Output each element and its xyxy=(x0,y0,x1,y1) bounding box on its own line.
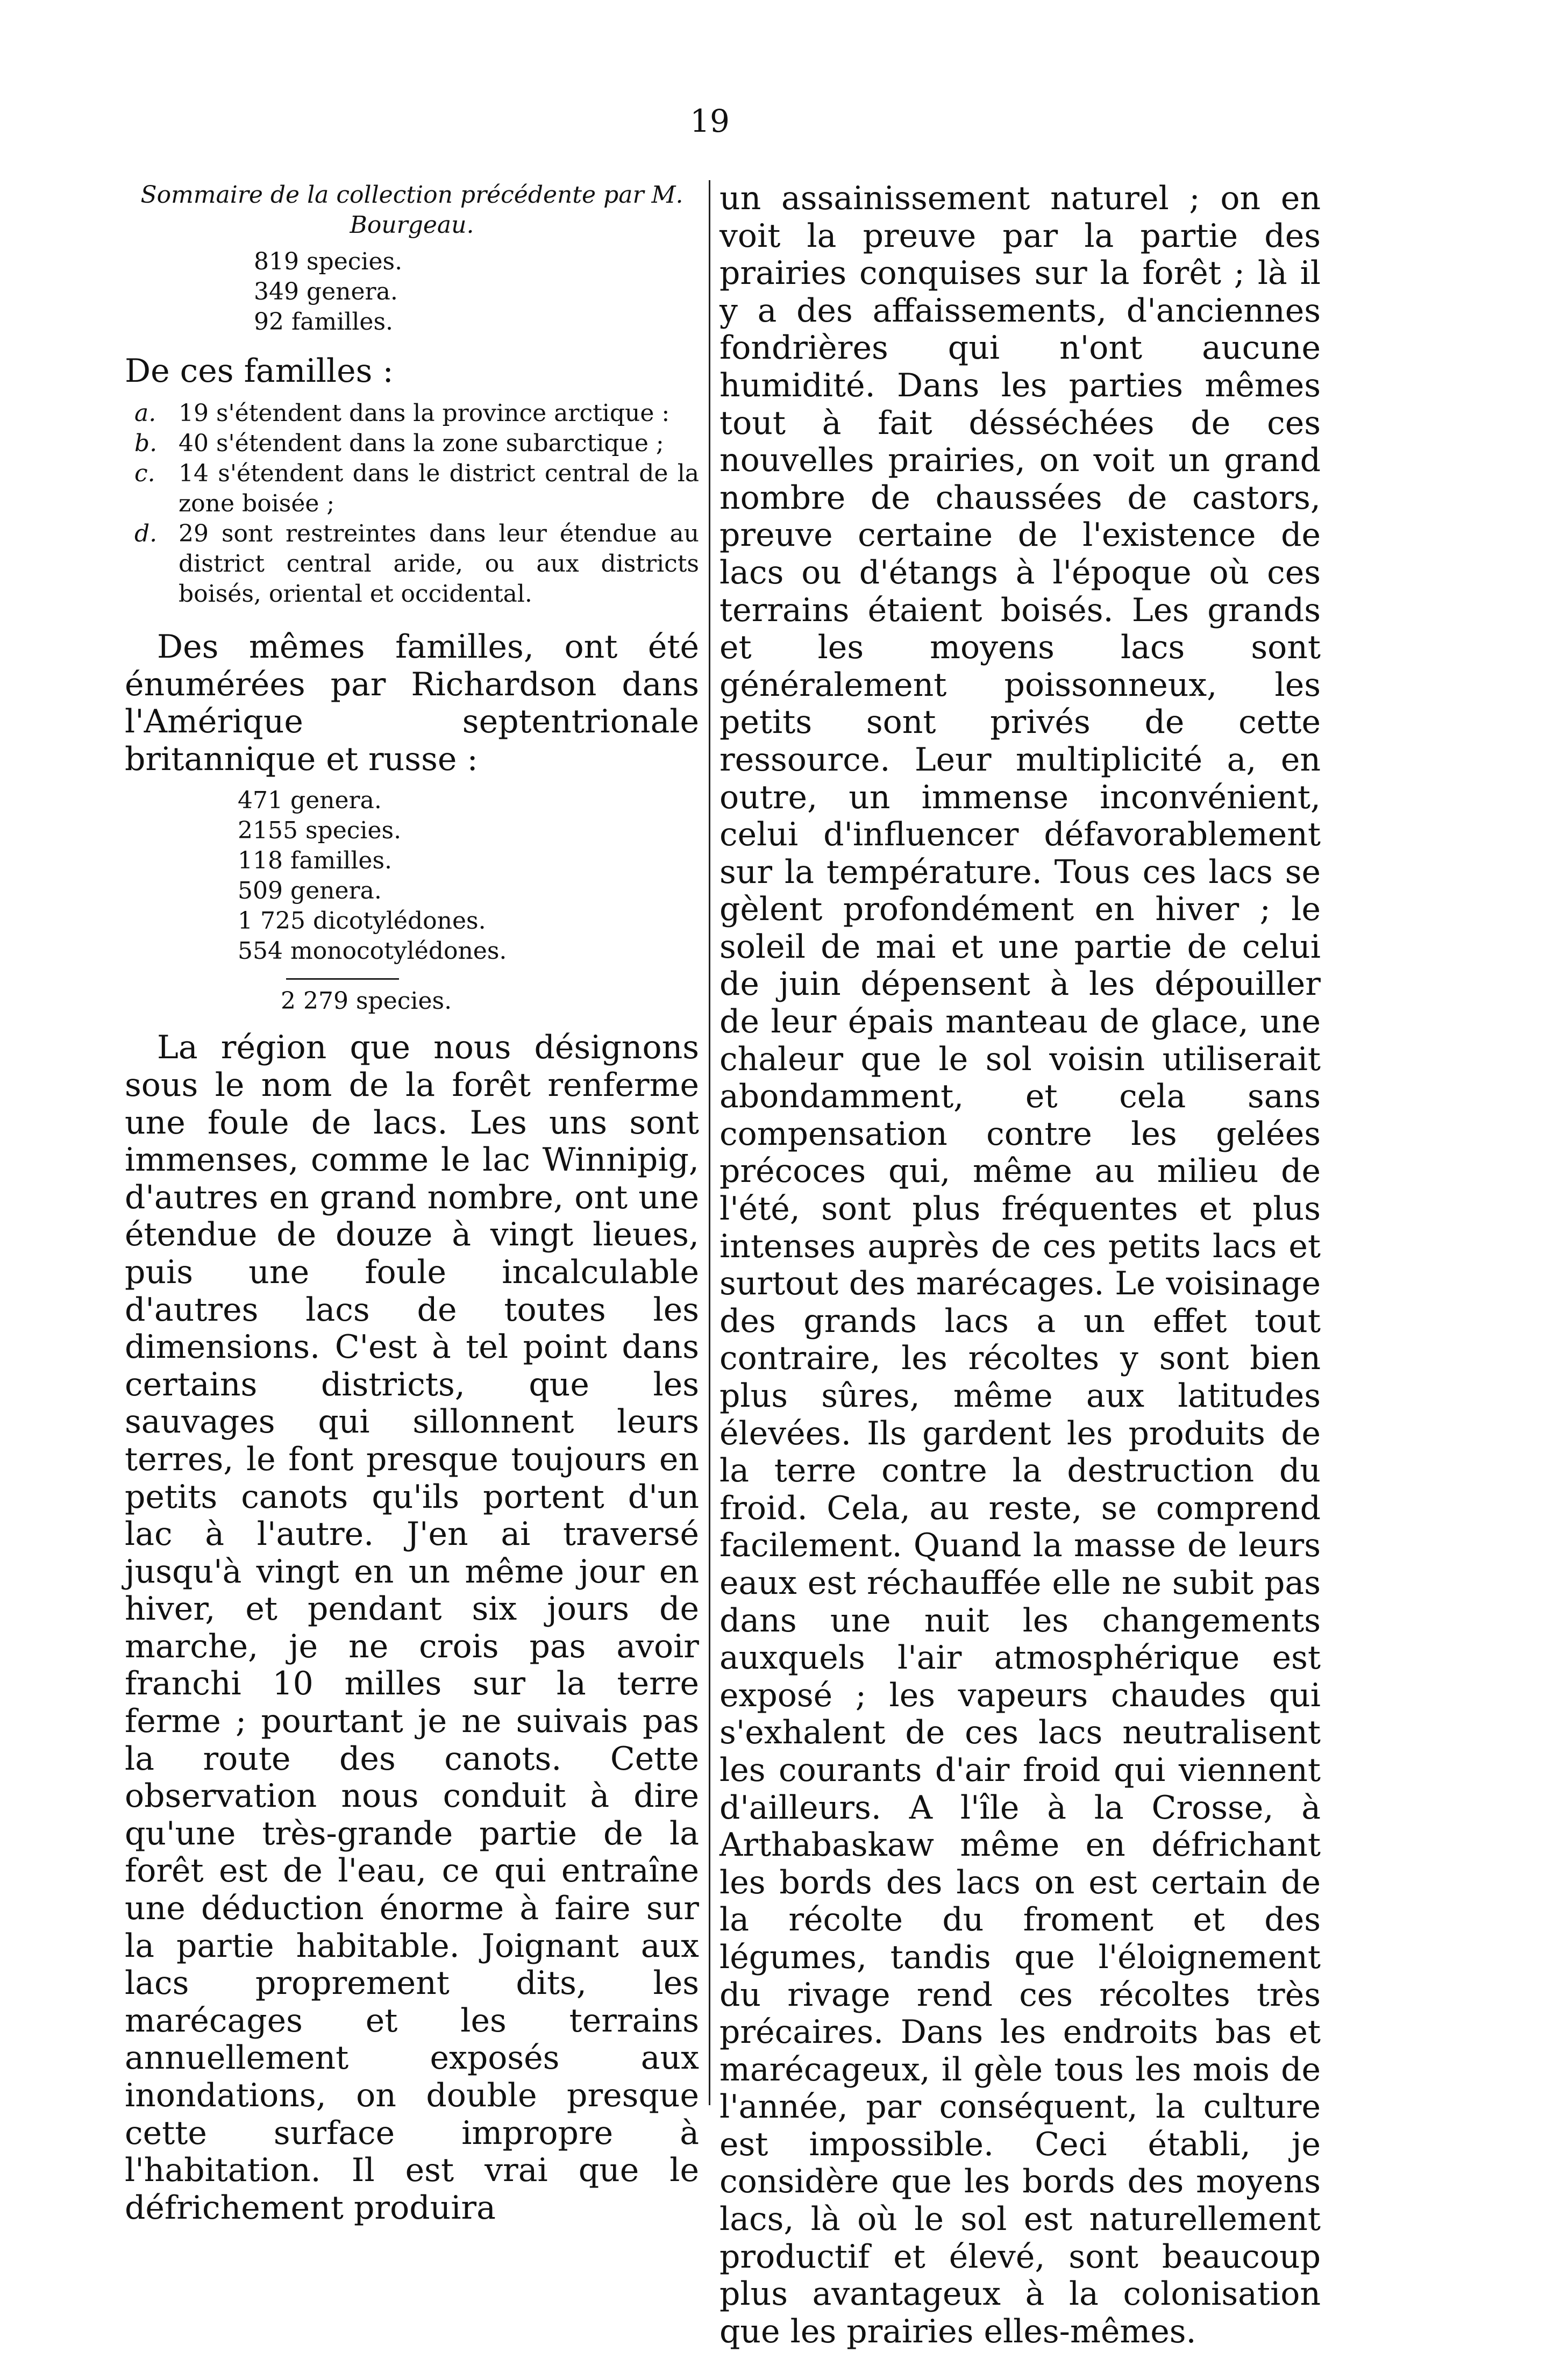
richardson-stat: 554 monocotylédones. xyxy=(238,937,507,965)
item-letter: d. xyxy=(134,520,158,547)
summary-title: Sommaire de la collection précédente par M. Bourgeau. xyxy=(140,181,683,239)
summary-stat: 349 genera. xyxy=(254,278,398,305)
richardson-total: 2 279 species. xyxy=(281,987,452,1015)
right-column xyxy=(719,180,1321,2350)
richardson-stats xyxy=(125,786,699,966)
summary-stat: 92 familles. xyxy=(254,308,394,336)
item-text: 29 sont restreintes dans leur étendue au district central aride, ou aux districts boisés, oriental et occidental. xyxy=(179,520,699,608)
continued-paragraph: un assainissement naturel ; on en voit la preuve par la partie des prairies conquises sur la forêt ; là il y a des affaissements, d'anciennes fondrières qui n'ont aucune humidité. Dans les parties mêmes tout à fait désséchées de ces nouvelles prairies, on voit un grand nombre de chaussées de castors, preuve certaine de l'existence de lacs ou d'étangs à l'époque où ces terrains étaient boisés. Les grands et les moyens lacs sont généralement poissonneux, les petits sont privés de cette ressource. Leur multiplicité a, en outre, un immense inconvénient, celui d'influencer défavorablement sur la température. Tous ces lacs se gèlent profondément en hiver ; le soleil de mai et une partie de celui de juin dépensent à les dépouiller de leur épais manteau de glace, une chaleur que le sol voisin utiliserait abondamment, et cela sans compensation contre les gelées précoces qui, même au milieu de l'été, sont plus fréquentes et plus intenses auprès de ces petits lacs et surtout des marécages. Le voisinage des grands lacs a un effet tout contraire, les récoltes y sont bien plus sûres, même aux latitudes élevées. Ils gardent les produits de la terre contre la destruction du froid. Cela, au reste, se comprend facilement. Quand la masse de leurs eaux est réchauffée elle ne subit pas dans une nuit les changements auxquels l'air atmosphérique est exposé ; les vapeurs chaudes qui s'exhalent de ces lacs neutralisent les courants d'air froid qui viennent d'ailleurs. A l'île à la Crosse, à Arthabaskaw même en défrichant les bords des lacs on est certain de la récolte du froment et des légumes, tandis que l'éloignement du rivage rend ces récoltes très précaires. Dans les endroits bas et marécageux, il gèle tous les mois de l'année, par conséquent, la culture est impossible. Ceci établi, je considère que les bords des moyens lacs, là où le sol est naturellement productif et élevé, sont beaucoup plus avantageux à la colonisation que les prairies elles-mêmes. xyxy=(719,180,1321,2350)
item-letter: b. xyxy=(134,430,158,457)
lettered-item xyxy=(125,429,699,459)
lettered-item xyxy=(125,398,699,429)
item-letter: c. xyxy=(134,460,155,487)
richardson-stat: 509 genera. xyxy=(238,877,382,905)
column-divider xyxy=(709,180,710,2105)
item-text: 14 s'étendent dans le district central de la zone boisée ; xyxy=(179,460,699,517)
main-paragraph: La région que nous désignons sous le nom de la forêt renferme une foule de lacs. Les uns sont immenses, comme le lac Winnipig, d'autres en grand nombre, ont une étendue de douze à vingt lieues, puis une foule incalculable d'autres lacs de toutes les dimensions. C'est à tel point dans certains districts, que les sauvages qui sillonnent leurs terres, le font presque toujours en petits canots qu'ils portent d'un lac à l'autre. J'en ai traversé jusqu'à vingt en un même jour en hiver, et pendant six jours de marche, je ne crois pas avoir franchi 10 milles sur la terre ferme ; pourtant je ne suivais pas la route des canots. Cette observation nous conduit à dire qu'une très-grande partie de la forêt est de l'eau, ce qui entraîne une déduction énorme à faire sur la partie habitable. Joignant aux lacs proprement dits, les marécages et les terrains annuellement exposés aux inondations, on double presque cette surface impropre à l'habitation. Il est vrai que le défrichement produira xyxy=(125,1029,699,2227)
item-text: 19 s'étendent dans la province arctique : xyxy=(179,400,670,427)
lettered-item xyxy=(125,519,699,609)
section-heading: De ces familles : xyxy=(125,352,394,390)
richardson-stat: 118 familles. xyxy=(238,847,393,875)
richardson-paragraph: Des mêmes familles, ont été énumérées par Richardson dans l'Amérique septentrionale britannique et russe : xyxy=(125,628,699,778)
left-column xyxy=(125,180,699,2227)
lettered-list xyxy=(125,398,699,609)
page-number: 19 xyxy=(690,103,730,139)
summary-stats xyxy=(125,247,699,337)
item-letter: a. xyxy=(134,400,156,427)
total-rule xyxy=(286,978,399,980)
summary-stat: 819 species. xyxy=(254,248,403,275)
richardson-stat: 2155 species. xyxy=(238,817,402,845)
richardson-stat: 471 genera. xyxy=(238,787,382,815)
richardson-stat: 1 725 dicotylédones. xyxy=(238,907,486,935)
item-text: 40 s'étendent dans la zone subarctique ; xyxy=(179,430,664,457)
lettered-item xyxy=(125,459,699,519)
